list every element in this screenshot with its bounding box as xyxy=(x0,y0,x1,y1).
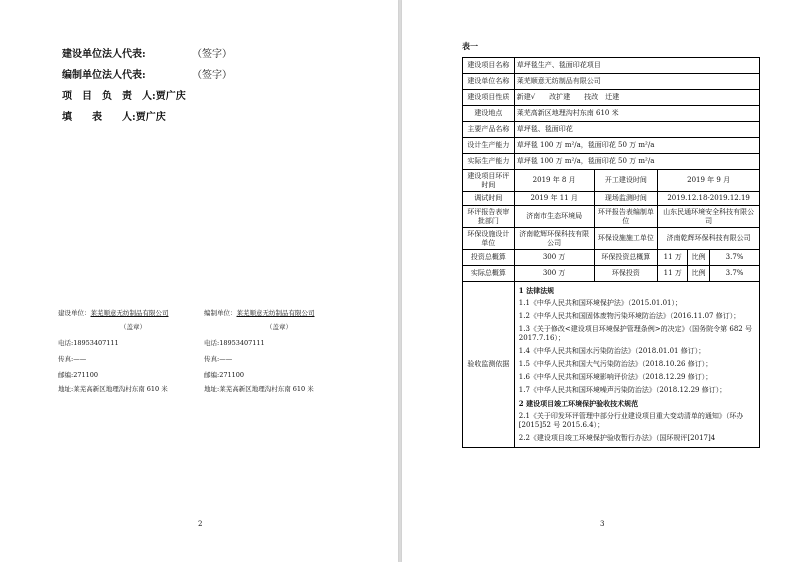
ratio-planned-label: 比例 xyxy=(688,250,710,266)
construction-unit-value: 济南乾辉环保科技有限公司 xyxy=(658,228,760,250)
basis-line: 1.7《中华人民共和国环境噪声污染防治法》（2018.12.29 修订）； xyxy=(518,386,727,394)
location-value: 莱芜高新区地理沟村东南 610 米 xyxy=(514,106,759,122)
builder-legal-rep-line xyxy=(62,45,232,60)
preparer-unit-name: 莱芜顺意无纺制品有限公司 xyxy=(236,309,315,317)
basis-line: 1.6《中华人民共和国环境影响评价法》（2018.12.29 修订）； xyxy=(518,373,713,381)
ratio-actual-value: 3.7% xyxy=(710,266,760,282)
builder-post: 邮编:271100 xyxy=(58,371,99,379)
ratio-planned-value: 3.7% xyxy=(710,250,760,266)
product-label: 主要产品名称 xyxy=(463,122,515,138)
debug-time-label: 调试时间 xyxy=(463,192,515,206)
project-info-table xyxy=(462,57,760,448)
table-row xyxy=(463,206,760,228)
actual-capacity-label: 实际生产能力 xyxy=(463,154,515,170)
basis-content xyxy=(514,282,759,448)
approval-dept-value: 济南市生态环境局 xyxy=(514,206,594,228)
env-invest-planned-value: 11 万 xyxy=(658,250,688,266)
preparer-unit-label: 编制单位： xyxy=(204,309,237,317)
builder-address: 地址:莱芜高新区地理沟村东南 610 米 xyxy=(58,385,168,393)
invest-planned-value: 300 万 xyxy=(514,250,594,266)
table-row xyxy=(463,154,760,170)
table-title: 表一 xyxy=(462,41,478,51)
basis-line: 1.1《中华人民共和国环境保护法》（2015.01.01）； xyxy=(518,299,683,307)
basis-line: 1.4《中华人民共和国水污染防治法》（2018.01.01 修订）； xyxy=(518,347,706,355)
table-row xyxy=(463,58,760,74)
page-number-left: 2 xyxy=(198,520,203,528)
table-row xyxy=(463,106,760,122)
preparer-legal-rep-line xyxy=(62,66,232,81)
builder-unit-block xyxy=(58,309,169,394)
table-row xyxy=(463,266,760,282)
location-label: 建设地点 xyxy=(463,106,515,122)
design-capacity-label: 设计生产能力 xyxy=(463,138,515,154)
table-row xyxy=(463,90,760,106)
approval-dept-label: 环评报告表审批部门 xyxy=(463,206,515,228)
project-nature-label: 建设项目性质 xyxy=(463,90,515,106)
basis-line: 2.2《建设项目竣工环境保护验收暂行办法》（国环规评[2017]4 xyxy=(518,434,716,442)
actual-capacity-value: 草坪毯 100 万 m²/a，毯面印花 50 万 m²/a xyxy=(514,154,759,170)
builder-phone: 电话:18953407111 xyxy=(58,339,119,347)
preparer-address: 地址:莱芜高新区地理沟村东南 610 米 xyxy=(204,385,314,393)
project-name-value: 草坪毯生产、毯面印花项目 xyxy=(514,58,759,74)
form-filler-line xyxy=(62,108,166,123)
eia-time-label: 建设项目环评时间 xyxy=(463,170,515,192)
builder-unit-label: 建设单位： xyxy=(58,309,91,317)
right-page xyxy=(402,0,800,562)
eia-time-value: 2019 年 8 月 xyxy=(514,170,594,192)
ratio-actual-label: 比例 xyxy=(688,266,710,282)
env-invest-planned-label: 环保投资总概算 xyxy=(594,250,658,266)
env-invest-actual-value: 11 万 xyxy=(658,266,688,282)
table-row xyxy=(463,170,760,192)
eia-preparer-label: 环评报告表编制单位 xyxy=(594,206,658,228)
invest-planned-label: 投资总概算 xyxy=(463,250,515,266)
basis-line: 2 建设项目竣工环境保护验收技术规范 xyxy=(518,399,639,408)
preparer-phone: 电话:18953407111 xyxy=(204,339,265,347)
basis-line: 1.3《关于修改<建设项目环境保护管理条例>的决定》（国务院令第 682 号 2017.7.16）； xyxy=(518,325,752,342)
eia-preparer-value: 山东民通环境安全科技有限公司 xyxy=(658,206,760,228)
table-row xyxy=(463,228,760,250)
construction-unit-label: 环保设施施工单位 xyxy=(594,228,658,250)
debug-time-value: 2019 年 11 月 xyxy=(514,192,594,206)
start-time-value: 2019 年 9 月 xyxy=(658,170,760,192)
project-leader-label: 项 目 负 责 人: xyxy=(62,91,156,102)
preparer-unit-block xyxy=(204,309,315,394)
table-row xyxy=(463,192,760,206)
design-unit-value: 济南乾辉环保科技有限公司 xyxy=(514,228,594,250)
left-page xyxy=(0,0,398,562)
unit-name-value: 莱芜顺意无纺制品有限公司 xyxy=(514,74,759,90)
basis-line: 1.5《中华人民共和国大气污染防治法》（2018.10.26 修订）； xyxy=(518,360,713,368)
table-row xyxy=(463,282,760,448)
form-filler-label: 填 表 人: xyxy=(62,112,136,123)
form-filler-name: 贾广庆 xyxy=(135,112,166,123)
unit-name-label: 建设单位名称 xyxy=(463,74,515,90)
project-leader-name: 贾广庆 xyxy=(155,91,186,102)
project-nature-value: 新建√ 改扩建 技改 迁建 xyxy=(514,90,759,106)
preparer-stamp: （盖章） xyxy=(266,323,292,331)
basis-line: 2.1《关于印发环评管理中部分行业建设项目重大变动清单的通知》（环办[2015]52 号 2015.6.4）； xyxy=(518,412,744,429)
builder-legal-rep-label: 建设单位法人代表: xyxy=(62,49,146,60)
table-row xyxy=(463,74,760,90)
env-invest-actual-label: 环保投资 xyxy=(594,266,658,282)
preparer-legal-rep-sign: （签字） xyxy=(192,70,232,81)
builder-stamp: （盖章） xyxy=(120,323,146,331)
start-time-label: 开工建设时间 xyxy=(594,170,658,192)
basis-line: 1 法律法规 xyxy=(518,286,555,295)
builder-legal-rep-sign: （签字） xyxy=(192,49,232,60)
page-number-right: 3 xyxy=(600,520,605,528)
invest-actual-value: 300 万 xyxy=(514,266,594,282)
table-row xyxy=(463,138,760,154)
project-name-label: 建设项目名称 xyxy=(463,58,515,74)
table-row xyxy=(463,250,760,266)
monitor-time-label: 现场监测时间 xyxy=(594,192,658,206)
basis-label: 验收监测依据 xyxy=(463,282,515,448)
design-unit-label: 环保设施设计单位 xyxy=(463,228,515,250)
table-row xyxy=(463,122,760,138)
preparer-legal-rep-label: 编制单位法人代表: xyxy=(62,70,146,81)
preparer-fax: 传真:—— xyxy=(204,355,233,363)
product-value: 草坪毯、毯面印花 xyxy=(514,122,759,138)
monitor-time-value: 2019.12.18-2019.12.19 xyxy=(658,192,760,206)
basis-line: 1.2《中华人民共和国固体废物污染环境防治法》（2016.11.07 修订）； xyxy=(518,312,741,320)
preparer-post: 邮编:271100 xyxy=(204,371,245,379)
builder-fax: 传真:—— xyxy=(58,355,87,363)
invest-actual-label: 实际总概算 xyxy=(463,266,515,282)
builder-unit-name: 莱芜顺意无纺制品有限公司 xyxy=(90,309,169,317)
design-capacity-value: 草坪毯 100 万 m²/a，毯面印花 50 万 m²/a xyxy=(514,138,759,154)
project-leader-line xyxy=(62,87,186,102)
